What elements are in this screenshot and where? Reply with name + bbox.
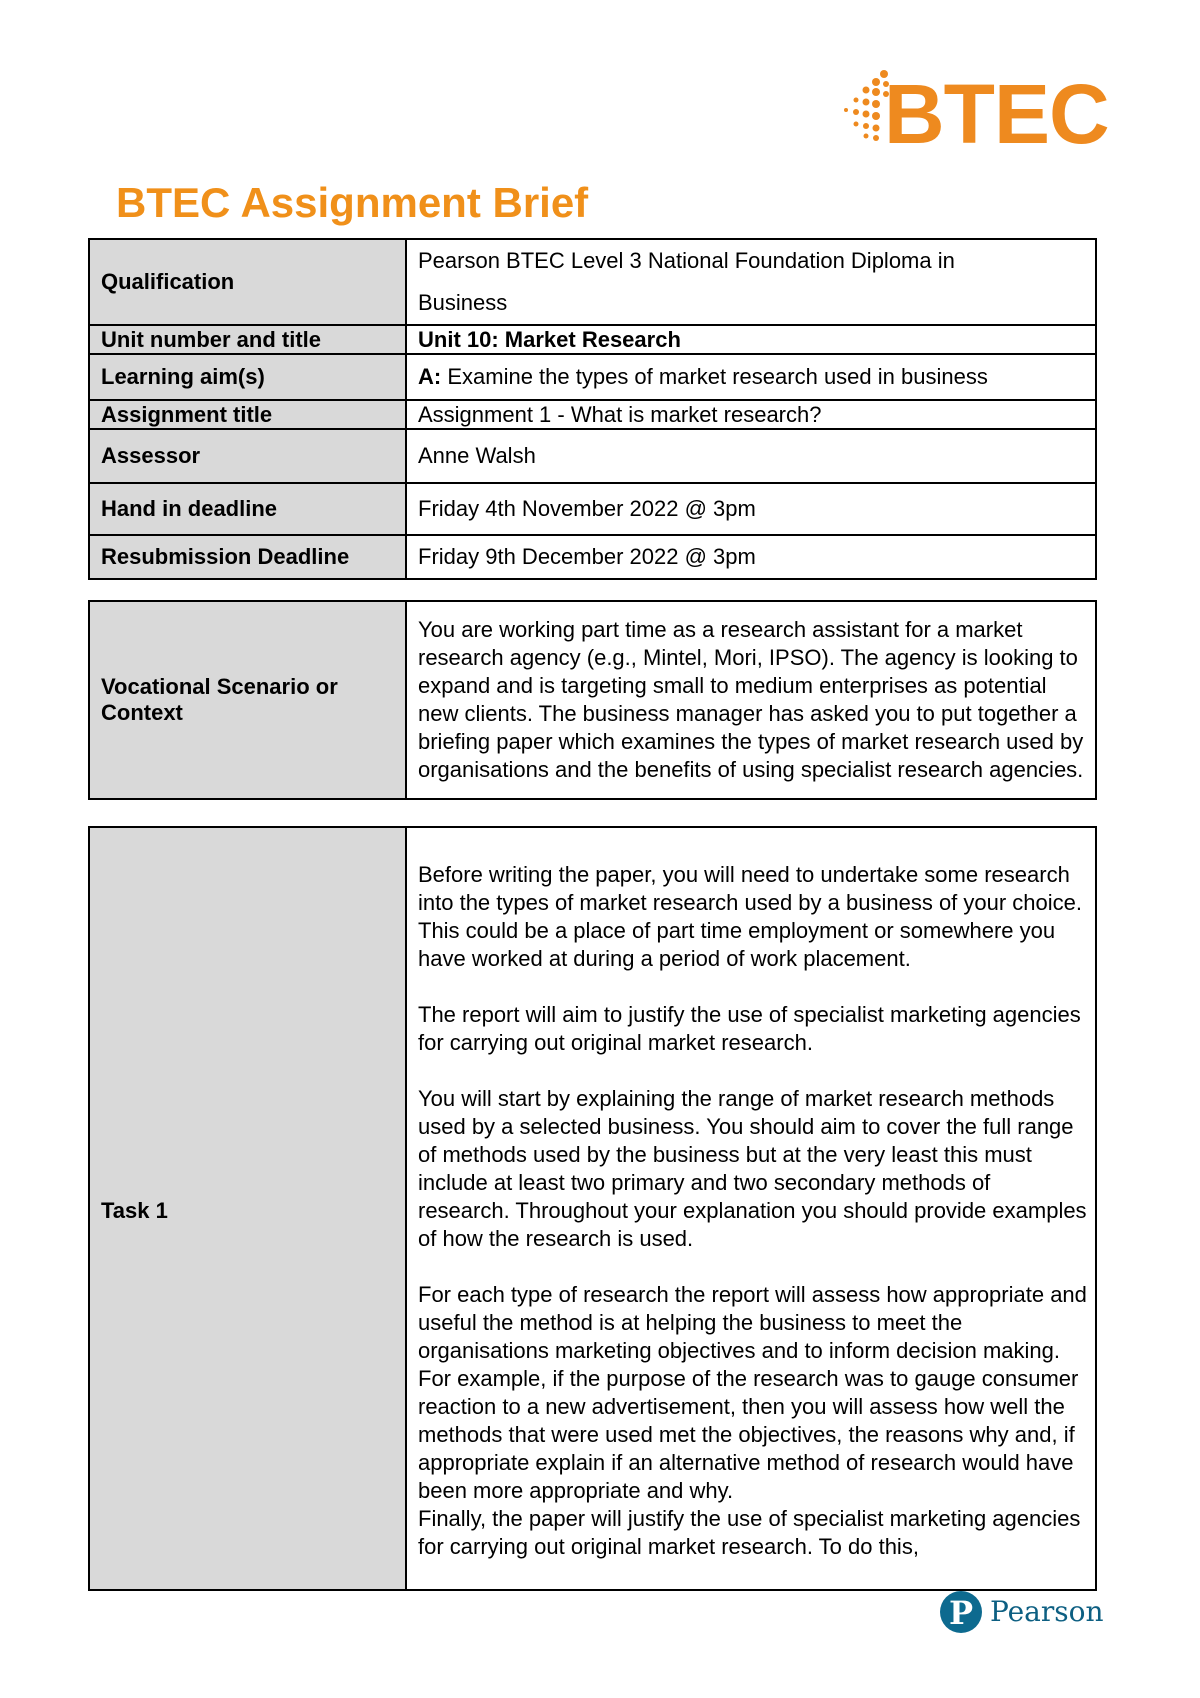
detail-value-learning-aim xyxy=(406,354,1096,400)
detail-label: Assessor xyxy=(89,429,406,483)
detail-row-learning-aim xyxy=(89,354,1096,400)
task-paragraph: Finally, the paper will justify the use of specialist marketing agencies for carrying out original market research. To do this, xyxy=(418,1505,1081,1559)
detail-value-resubmission-deadline: Friday 9th December 2022 @ 3pm xyxy=(406,535,1096,579)
task-paragraph: You will start by explaining the range of market research methods used by a selected business. You should aim to cover the full range of methods used by the business but at the very least this must include at least two primary and two secondary methods of research. Throughout your explanation you should provide examples of how the research is used. xyxy=(418,1085,1087,1251)
detail-row-assignment-title xyxy=(89,400,1096,429)
detail-value-unit: Unit 10: Market Research xyxy=(406,325,1096,354)
learning-aim-text: Examine the types of market research used in business xyxy=(441,364,988,389)
task-paragraph: Before writing the paper, you will need to undertake some research into the types of market research used by a business of your choice. This could be a place of part time employment or somewhere you have worked at during a period of work placement. xyxy=(418,861,1083,971)
detail-row-resubmission-deadline xyxy=(89,535,1096,579)
task-paragraph: For each type of research the report will assess how appropriate and useful the method is at helping the business to meet the organisations marketing objectives and to inform decision making. For example, if the purpose of the research was to gauge consumer reaction to a new advertisement, then you will assess how well the methods that were used met the objectives, the reasons why and, if appropriate explain if an alternative method of research would have been more appropriate and why. xyxy=(418,1281,1087,1503)
pearson-logo xyxy=(940,1588,1104,1638)
detail-row-qualification xyxy=(89,239,1096,325)
detail-value-qualification xyxy=(406,239,1096,325)
task-paragraph: The report will aim to justify the use of specialist marketing agencies for carrying out original market research. xyxy=(418,1001,1081,1055)
detail-label: Hand in deadline xyxy=(89,483,406,535)
detail-row-unit xyxy=(89,325,1096,354)
qualification-line-2: Business xyxy=(418,290,508,315)
pearson-logo-text: Pearson xyxy=(990,1595,1104,1628)
detail-label: Assignment title xyxy=(89,400,406,429)
task-row xyxy=(89,827,1096,1590)
detail-row-hand-in-deadline xyxy=(89,483,1096,535)
task-label: Task 1 xyxy=(89,827,406,1590)
detail-row-assessor xyxy=(89,429,1096,483)
detail-label: Resubmission Deadline xyxy=(89,535,406,579)
task-body xyxy=(406,827,1096,1590)
detail-value-hand-in-deadline: Friday 4th November 2022 @ 3pm xyxy=(406,483,1096,535)
page-title: BTEC Assignment Brief xyxy=(116,179,589,226)
task-table xyxy=(88,826,1097,1591)
btec-logo-text: BTEC xyxy=(884,67,1109,161)
qualification-line-1: Pearson BTEC Level 3 National Foundation Diploma in xyxy=(418,248,955,273)
scenario-label: Vocational Scenario or Context xyxy=(89,601,406,799)
learning-aim-prefix: A: xyxy=(418,364,442,389)
detail-value-assignment-title: Assignment 1 - What is market research? xyxy=(406,400,1096,429)
scenario-text: You are working part time as a research assistant for a market research agency (e.g., Mintel, Mori, IPSO). The agency is looking to expand and is targeting small to medium enterprises as potential new clients. The business manager has asked you to put together a briefing paper which examines the types of market research used by organisations and the benefits of using specialist research agencies. xyxy=(406,601,1096,799)
pearson-logo-icon: P xyxy=(940,1591,982,1633)
scenario-table xyxy=(88,600,1097,800)
detail-value-assessor: Anne Walsh xyxy=(406,429,1096,483)
detail-label: Learning aim(s) xyxy=(89,354,406,400)
detail-label: Unit number and title xyxy=(89,325,406,354)
assignment-details-table xyxy=(88,238,1097,580)
scenario-row xyxy=(89,601,1096,799)
btec-logo xyxy=(836,67,1109,161)
detail-label: Qualification xyxy=(89,239,406,325)
